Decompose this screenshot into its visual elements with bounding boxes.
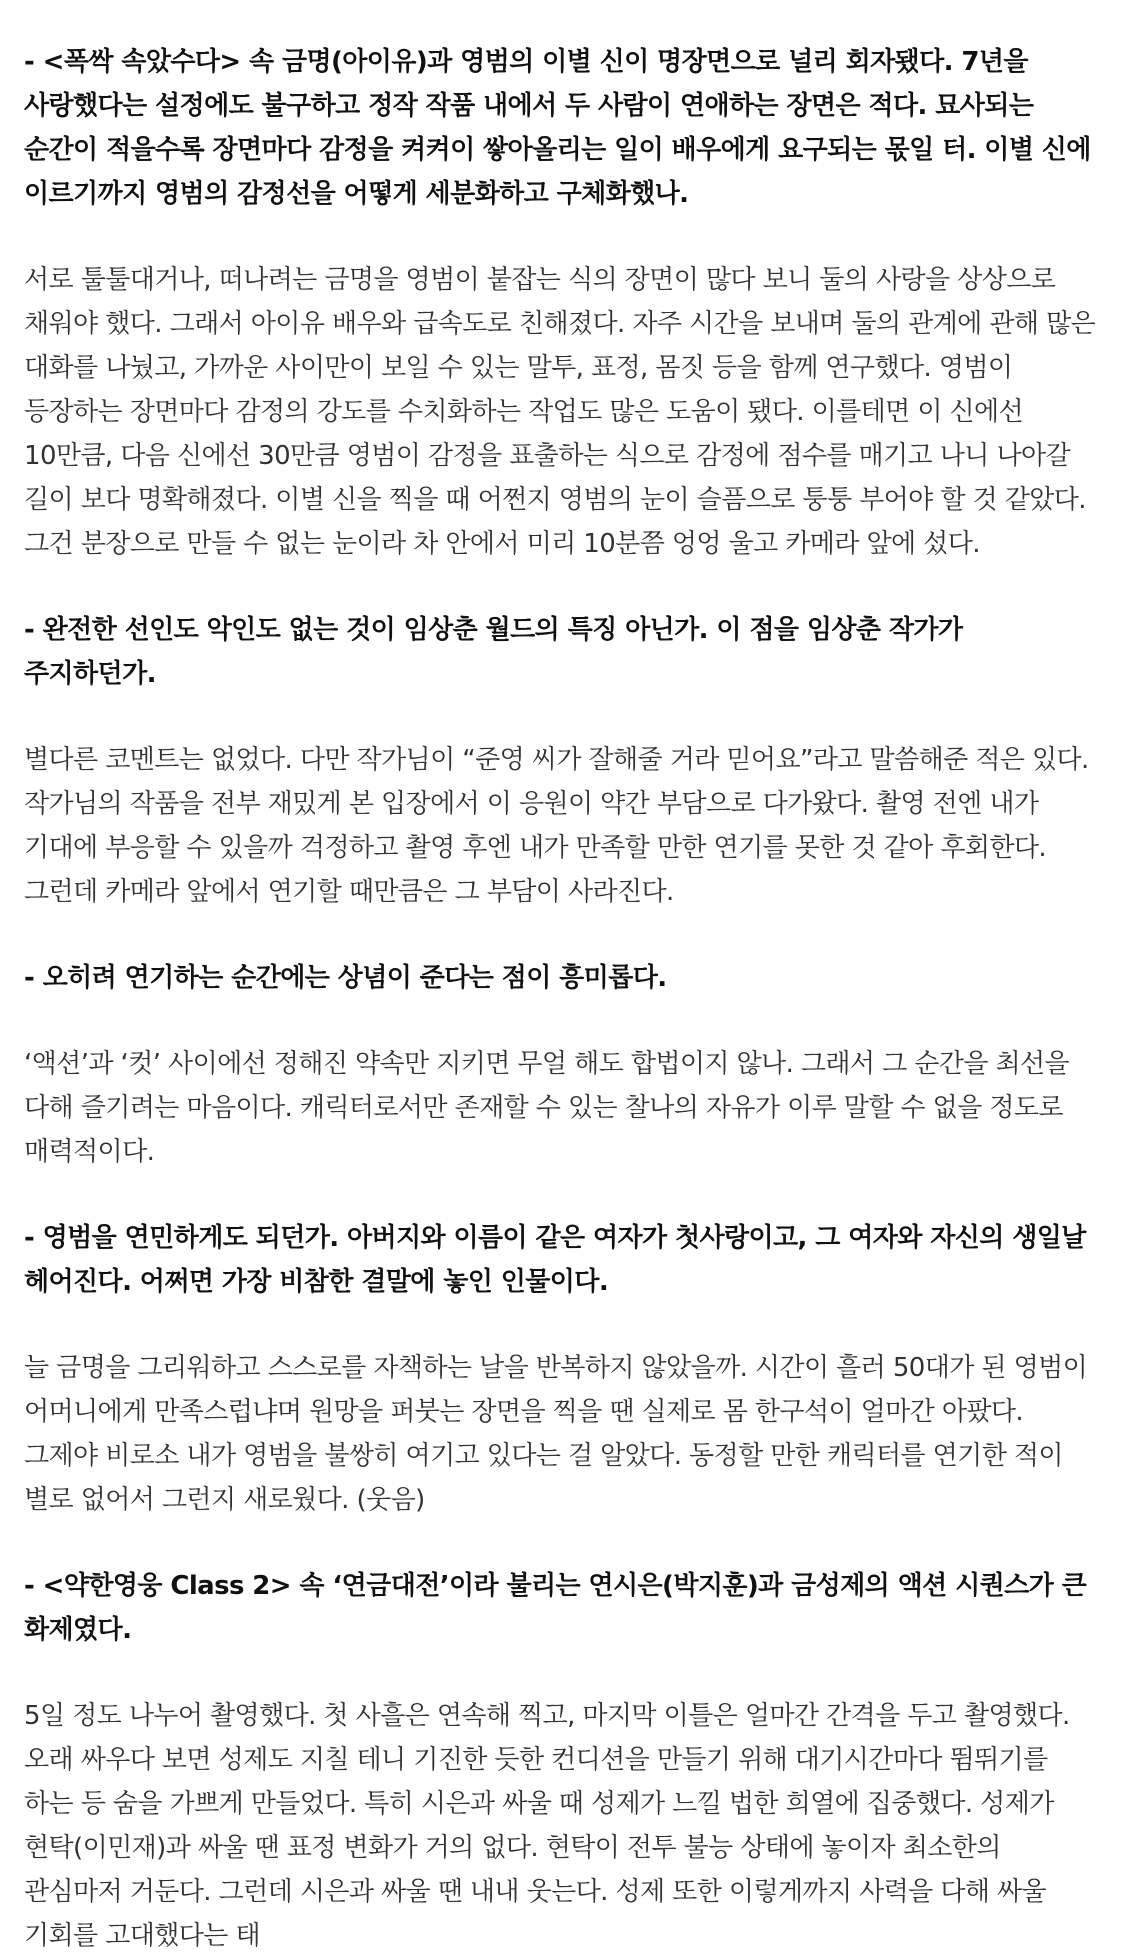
- interview-question: - <약한영웅 Class 2> 속 ‘연금대전’이라 불리는 연시은(박지훈)과 금성제의 액션 시퀀스가 큰 화제였다.: [24, 1571, 1087, 1645]
- interview-question: - 영범을 연민하게도 되던가. 아버지와 이름이 같은 여자가 첫사랑이고, 그 여자와 자신의 생일날 헤어진다. 어쩌면 가장 비참한 결말에 놓인 인물이다.: [24, 1223, 1086, 1297]
- interview-answer: 서로 툴툴대거나, 떠나려는 금명을 영범이 붙잡는 식의 장면이 많다 보니 둘의 사랑을 상상으로 채워야 했다. 그래서 아이유 배우와 급속도로 친해졌다. 자주 시간을 보내며 둘의 관계에 관해 많은 대화를 나눴고, 가까운 사이만이 보일 수 있는 말투, 표정, 몸짓 등을 함께 연구했다. 영범이 등장하는 장면마다 감정의 강도를 수치화하는 작업도 많은 도움이 됐다. 이를테면 이 신에선 10만큼, 다음 신에선 30만큼 영범이 감정을 표출하는 식으로 감정에 점수를 매기고 나니 나아갈 길이 보다 명확해졌다. 이별 신을 찍을 때 어쩐지 영범의 눈이 슬픔으로 퉁퉁 부어야 할 것 같았다. 그건 분장으로 만들 수 없는 눈이라 차 안에서 미리 10분쯤 엉엉 울고 카메라 앞에 섰다.: [24, 265, 1096, 559]
- interview-answer: ‘액션’과 ‘컷’ 사이에선 정해진 약속만 지키면 무얼 해도 합법이지 않나. 그래서 그 순간을 최선을 다해 즐기려는 마음이다. 캐릭터로서만 존재할 수 있는 찰나의 자유가 이루 말할 수 없을 정도로 매력적이다.: [24, 1049, 1070, 1167]
- interview-question: - <폭싹 속았수다> 속 금명(아이유)과 영범의 이별 신이 명장면으로 널리 회자됐다. 7년을 사랑했다는 설정에도 불구하고 정작 작품 내에서 두 사람이 연애하는 장면은 적다. 묘사되는 순간이 적을수록 장면마다 감정을 켜켜이 쌓아올리는 일이 배우에게 요구되는 몫일 터. 이별 신에 이르기까지 영범의 감정선을 어떻게 세분화하고 구체화했나.: [24, 47, 1091, 209]
- interview-answer: 늘 금명을 그리워하고 스스로를 자책하는 날을 반복하지 않았을까. 시간이 흘러 50대가 된 영범이 어머니에게 만족스럽냐며 원망을 퍼붓는 장면을 찍을 땐 실제로 몸 한구석이 얼마간 아팠다. 그제야 비로소 내가 영범을 불쌍히 여기고 있다는 걸 알았다. 동정할 만한 캐릭터를 연기한 적이 별로 없어서 그런지 새로웠다. (웃음): [24, 1353, 1088, 1515]
- interview-question: - 완전한 선인도 악인도 없는 것이 임상춘 월드의 특징 아닌가. 이 점을 임상춘 작가가 주지하던가.: [24, 615, 963, 689]
- interview-answer: 5일 정도 나누어 촬영했다. 첫 사흘은 연속해 찍고, 마지막 이틀은 얼마간 간격을 두고 촬영했다. 오래 싸우다 보면 성제도 지칠 테니 기진한 듯한 컨디션을 만들기 위해 대기시간마다 뜀뛰기를 하는 등 숨을 가쁘게 만들었다. 특히 시은과 싸울 때 성제가 느낄 법한 희열에 집중했다. 성제가 현탁(이민재)과 싸울 땐 표정 변화가 거의 없다. 현탁이 전투 불능 상태에 놓이자 최소한의 관심마저 거둔다. 그런데 시은과 싸울 땐 내내 웃는다. 성제 또한 이렇게까지 사력을 다해 싸울 기회를 고대했다는 태: [24, 1701, 1070, 1951]
- interview-question: - 오히려 연기하는 순간에는 상념이 준다는 점이 흥미롭다.: [24, 963, 667, 993]
- interview-answer: 별다른 코멘트는 없었다. 다만 작가님이 “준영 씨가 잘해줄 거라 믿어요”라고 말씀해준 적은 있다. 작가님의 작품을 전부 재밌게 본 입장에서 이 응원이 약간 부담으로 다가왔다. 촬영 전엔 내가 기대에 부응할 수 있을까 걱정하고 촬영 후엔 내가 만족할 만한 연기를 못한 것 같아 후회한다. 그런데 카메라 앞에서 연기할 때만큼은 그 부담이 사라진다.: [24, 745, 1089, 907]
